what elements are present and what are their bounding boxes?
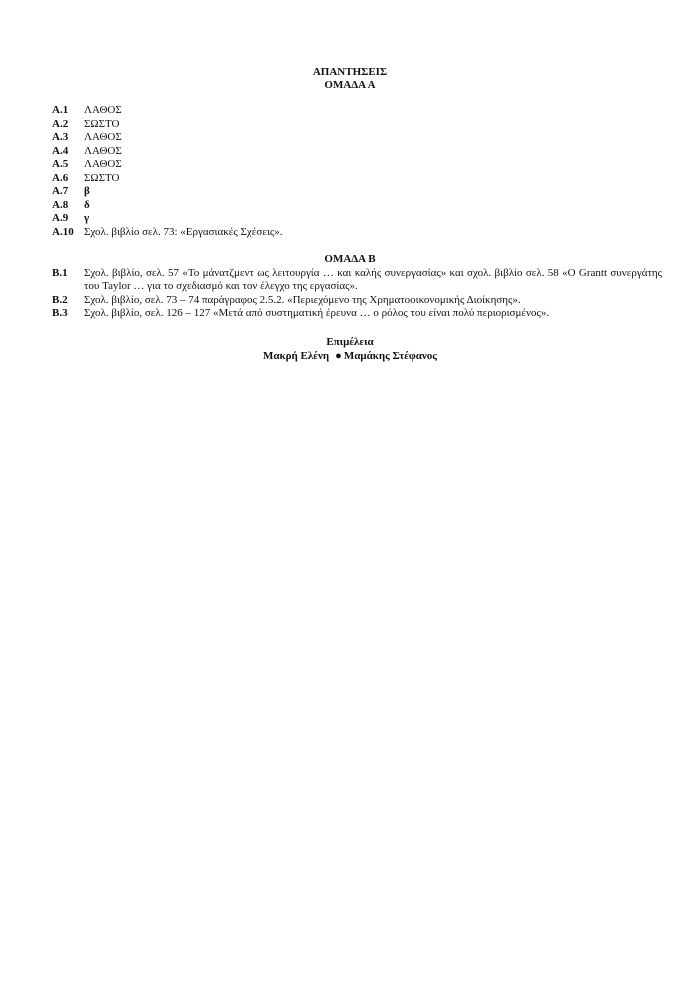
answer-row-a2 xyxy=(52,118,662,131)
answer-text: δ xyxy=(84,198,90,211)
question-number: Α.8 xyxy=(52,198,69,211)
answer-text: ΣΩΣΤΟ xyxy=(84,171,120,184)
question-number: Β.3 xyxy=(52,307,68,319)
question-number: Α.4 xyxy=(52,144,69,157)
question-number: Α.3 xyxy=(52,131,69,143)
group-a-heading: ΟΜΑΔΑ Α xyxy=(324,79,376,91)
question-number: Α.2 xyxy=(52,117,69,130)
answer-text: γ xyxy=(84,212,90,224)
answer-text: ΣΩΣΤΟ xyxy=(84,117,120,130)
answer-row-b1 xyxy=(52,267,662,294)
answer-row-b2 xyxy=(52,294,662,307)
group-b-heading: ΟΜΑΔΑ Β xyxy=(324,253,376,265)
question-number: Α.5 xyxy=(52,158,69,170)
answer-row-a5 xyxy=(52,158,662,171)
answer-text: ΛΑΘΟΣ xyxy=(84,131,122,143)
question-number: Α.10 xyxy=(52,225,74,238)
answer-row-a1 xyxy=(52,104,662,117)
page-title: ΑΠΑΝΤΗΣΕΙΣ xyxy=(312,66,388,78)
answer-text: Σχολ. βιβλίο, σελ. 57 «Το μάνατζμεντ ως λειτουργία … και καλής συνεργασίας» και σχολ. βιβλίο σελ. 58 «Ο Grantt συνεργάτης του Taylor … για το σχεδιασμό και τον έλεγχο της εργασίας». xyxy=(84,266,662,292)
author-name: Μακρή Ελένη xyxy=(263,350,330,362)
answer-row-a10 xyxy=(52,226,662,239)
question-number: Β.1 xyxy=(52,266,68,279)
answer-text: Σχολ. βιβλίο, σελ. 126 – 127 «Μετά από συστηματική έρευνα … ο ρόλος του είναι πολύ περιορισμένος». xyxy=(84,307,550,319)
question-number: Α.9 xyxy=(52,212,69,224)
question-number: Α.7 xyxy=(52,185,69,197)
answer-row-a6 xyxy=(52,172,662,185)
credits-label: Επιμέλεια xyxy=(326,336,374,348)
answer-row-a7 xyxy=(52,185,662,198)
answer-text: ΛΑΘΟΣ xyxy=(84,144,122,157)
answer-text: ΛΑΘΟΣ xyxy=(84,104,122,116)
answer-text: Σχολ. βιβλίο σελ. 73: «Εργασιακές Σχέσεις». xyxy=(84,225,283,238)
answer-row-a9 xyxy=(52,212,662,225)
author-name: Μαμάκης Στέφανος xyxy=(343,350,437,362)
answer-row-a3 xyxy=(52,131,662,144)
question-number: Α.6 xyxy=(52,171,69,184)
answer-row-a8 xyxy=(52,199,662,212)
credits-authors xyxy=(0,350,700,364)
answer-text: β xyxy=(84,185,90,197)
question-number: Β.2 xyxy=(52,293,68,306)
answer-row-b3 xyxy=(52,307,662,320)
bullet-icon: ● xyxy=(335,350,342,362)
question-number: Α.1 xyxy=(52,104,69,116)
answer-text: Σχολ. βιβλίο, σελ. 73 – 74 παράγραφος 2.5.2. «Περιεχόμενο της Χρηματοοικονομικής Διοίκησης». xyxy=(84,293,521,306)
answer-text: ΛΑΘΟΣ xyxy=(84,158,122,170)
answer-row-a4 xyxy=(52,145,662,158)
